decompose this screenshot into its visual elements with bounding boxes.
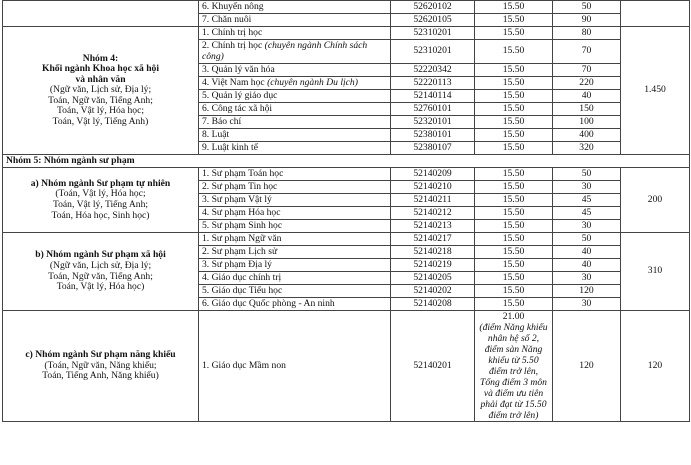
quota: 400 [553, 129, 621, 142]
major-code: 52140208 [391, 298, 475, 311]
quota: 40 [553, 259, 621, 272]
admission-score: 15.50 [475, 220, 553, 233]
quota: 40 [553, 246, 621, 259]
group4-subjects: Toán, Vật lý, Tiếng Anh) [52, 115, 149, 127]
group5a-cell [3, 168, 199, 233]
major-code: 52140202 [391, 285, 475, 298]
admission-score: 15.50 [475, 298, 553, 311]
quota: 320 [553, 142, 621, 155]
admission-score: 15.50 [475, 40, 553, 64]
major-name: 3. Quản lý văn hóa [199, 64, 391, 77]
major-code: 52140210 [391, 181, 475, 194]
group4-title: Nhóm 4: [82, 52, 119, 64]
quota: 90 [553, 14, 621, 27]
table-row [3, 311, 690, 422]
table-row [3, 168, 690, 181]
major-code: 52320101 [391, 116, 475, 129]
major-name: 3. Sư phạm Vật lý [199, 194, 391, 207]
quota: 50 [553, 168, 621, 181]
quota: 40 [553, 90, 621, 103]
admission-score: 15.50 [475, 285, 553, 298]
quota: 50 [553, 233, 621, 246]
admission-score: 15.50 [475, 233, 553, 246]
major-name: 5. Quản lý giáo dục [199, 90, 391, 103]
group5a-total: 200 [621, 168, 690, 233]
major-specialization: (chuyên ngành Du lịch) [267, 76, 358, 88]
table-row [3, 155, 690, 168]
group4-title-line3: và nhân văn [75, 73, 126, 85]
group5b-subjects: (Ngữ văn, Lịch sử, Địa lý; [49, 259, 152, 271]
group5a-subjects: Toán, Vật lý, Tiếng Anh; [52, 199, 149, 210]
group5c-title: c) Nhóm ngành Sư phạm năng khiếu [25, 349, 176, 361]
admission-score: 15.50 [475, 14, 553, 27]
group4-subjects: Toán, Vật lý, Hóa học; [56, 105, 145, 117]
admission-score: 15.50 [475, 246, 553, 259]
total-cell-empty [621, 1, 690, 27]
quota: 30 [553, 272, 621, 285]
major-code: 52380101 [391, 129, 475, 142]
admission-score: 15.50 [475, 142, 553, 155]
admission-score: 15.50 [475, 194, 553, 207]
major-code: 52380107 [391, 142, 475, 155]
major-name: 4. Việt Nam học (chuyên ngành Du lịch) [199, 77, 391, 90]
group5-title: Nhóm 5: Nhóm ngành sư phạm [3, 155, 690, 168]
major-code: 52140218 [391, 246, 475, 259]
major-name: 2. Chính trị học (chuyên ngành Chính sách công) [199, 40, 391, 64]
group5b-subjects: Toán, Ngữ văn, Tiếng Anh; [48, 270, 153, 282]
major-name: 6. Giáo dục Quốc phòng - An ninh [199, 298, 391, 311]
major-name: 1. Chính trị học [199, 27, 391, 40]
major-name: 9. Luật kinh tế [199, 142, 391, 155]
admission-score: 15.50 [475, 168, 553, 181]
quota: 70 [553, 64, 621, 77]
group5b-cell [3, 233, 199, 311]
major-code: 52310201 [391, 27, 475, 40]
major-name: 2. Sư phạm Lịch sử [199, 246, 391, 259]
quota: 80 [553, 27, 621, 40]
major-code: 52620105 [391, 14, 475, 27]
major-name: 8. Luật [199, 129, 391, 142]
major-name: 7. Báo chí [199, 116, 391, 129]
group5b-total: 310 [621, 233, 690, 311]
quota: 100 [553, 116, 621, 129]
admission-score: 15.50 [475, 116, 553, 129]
table-row [3, 233, 690, 246]
admission-score: 15.50 [475, 103, 553, 116]
major-name: 4. Sư phạm Hóa học [199, 207, 391, 220]
quota: 45 [553, 207, 621, 220]
major-name: 5. Giáo dục Tiểu học [199, 285, 391, 298]
table-row [3, 27, 690, 40]
quota: 70 [553, 40, 621, 64]
major-name: 6. Khuyến nông [199, 1, 391, 14]
group5c-subjects: Toán, Tiếng Anh, Năng khiếu) [42, 370, 159, 382]
major-name: 7. Chăn nuôi [199, 14, 391, 27]
group5b-title: b) Nhóm ngành Sư phạm xã hội [35, 249, 166, 261]
admission-score: 15.50 [475, 207, 553, 220]
major-name: 3. Sư phạm Địa lý [199, 259, 391, 272]
admission-score: 15.50 [475, 1, 553, 14]
major-name: 2. Sư phạm Tin học [199, 181, 391, 194]
major-name: 1. Sư phạm Toán học [199, 168, 391, 181]
major-code: 52140213 [391, 220, 475, 233]
major-code: 52220342 [391, 64, 475, 77]
admission-score: 15.50 [475, 259, 553, 272]
group4-subjects: Toán, Ngữ văn, Tiếng Anh; [48, 94, 153, 106]
major-code: 52760101 [391, 103, 475, 116]
group5c-subjects: (Toán, Ngữ văn, Năng khiếu; [44, 359, 157, 371]
major-code: 52140217 [391, 233, 475, 246]
admission-score: 15.50 [475, 64, 553, 77]
admission-score [475, 311, 553, 422]
admission-score: 15.50 [475, 129, 553, 142]
major-code: 52140211 [391, 194, 475, 207]
group5a-subjects: (Toán, Vật lý, Hóa học; [55, 188, 146, 200]
major-code: 52140212 [391, 207, 475, 220]
quota: 120 [553, 311, 621, 422]
major-code: 52310201 [391, 40, 475, 64]
admission-score: 15.50 [475, 90, 553, 103]
quota: 30 [553, 181, 621, 194]
group4-subjects: (Ngữ văn, Lịch sử, Địa lý; [49, 84, 152, 96]
table-row [3, 1, 690, 14]
quota: 120 [553, 285, 621, 298]
quota: 150 [553, 103, 621, 116]
major-code: 52140201 [391, 311, 475, 422]
admission-score: 15.50 [475, 77, 553, 90]
quota: 220 [553, 77, 621, 90]
major-code: 52220113 [391, 77, 475, 90]
quota: 50 [553, 1, 621, 14]
major-name: 4. Giáo dục chính trị [199, 272, 391, 285]
score-value: 21.00 [502, 311, 525, 322]
major-code: 52620102 [391, 1, 475, 14]
quota: 45 [553, 194, 621, 207]
group4-cell [3, 27, 199, 155]
admission-score: 15.50 [475, 181, 553, 194]
group5a-title: a) Nhóm ngành Sư phạm tự nhiên [30, 177, 171, 189]
major-code: 52140205 [391, 272, 475, 285]
major-code: 52140114 [391, 90, 475, 103]
admissions-table [2, 0, 690, 422]
group5b-subjects: Toán, Vật lý, Hóa học) [56, 281, 145, 293]
group4-title-line2: Khối ngành Khoa học xã hội [41, 63, 160, 75]
major-code: 52140209 [391, 168, 475, 181]
quota: 30 [553, 298, 621, 311]
admission-score: 15.50 [475, 272, 553, 285]
quota: 30 [553, 220, 621, 233]
major-name: 1. Giáo dục Mầm non [199, 311, 391, 422]
major-name: 5. Sư phạm Sinh học [199, 220, 391, 233]
group-cell-empty [3, 1, 199, 27]
major-name: 1. Sư phạm Ngữ văn [199, 233, 391, 246]
group5c-total: 120 [621, 311, 690, 422]
major-name: 6. Công tác xã hội [199, 103, 391, 116]
major-code: 52140219 [391, 259, 475, 272]
group4-total: 1.450 [621, 27, 690, 155]
group5a-subjects: Toán, Hóa học, Sinh học) [51, 209, 150, 221]
group5c-cell [3, 311, 199, 422]
admission-score: 15.50 [475, 27, 553, 40]
score-note: (điểm Năng khiếu nhân hệ số 2, điểm sàn Năng khiếu từ 5.50 điểm trở lên, Tổng điểm 3 môn và điểm ưu tiên phải đạt từ 15.50 điểm trở lên) [479, 322, 548, 422]
major-specialization: (chuyên ngành Chính sách công) [202, 39, 368, 62]
